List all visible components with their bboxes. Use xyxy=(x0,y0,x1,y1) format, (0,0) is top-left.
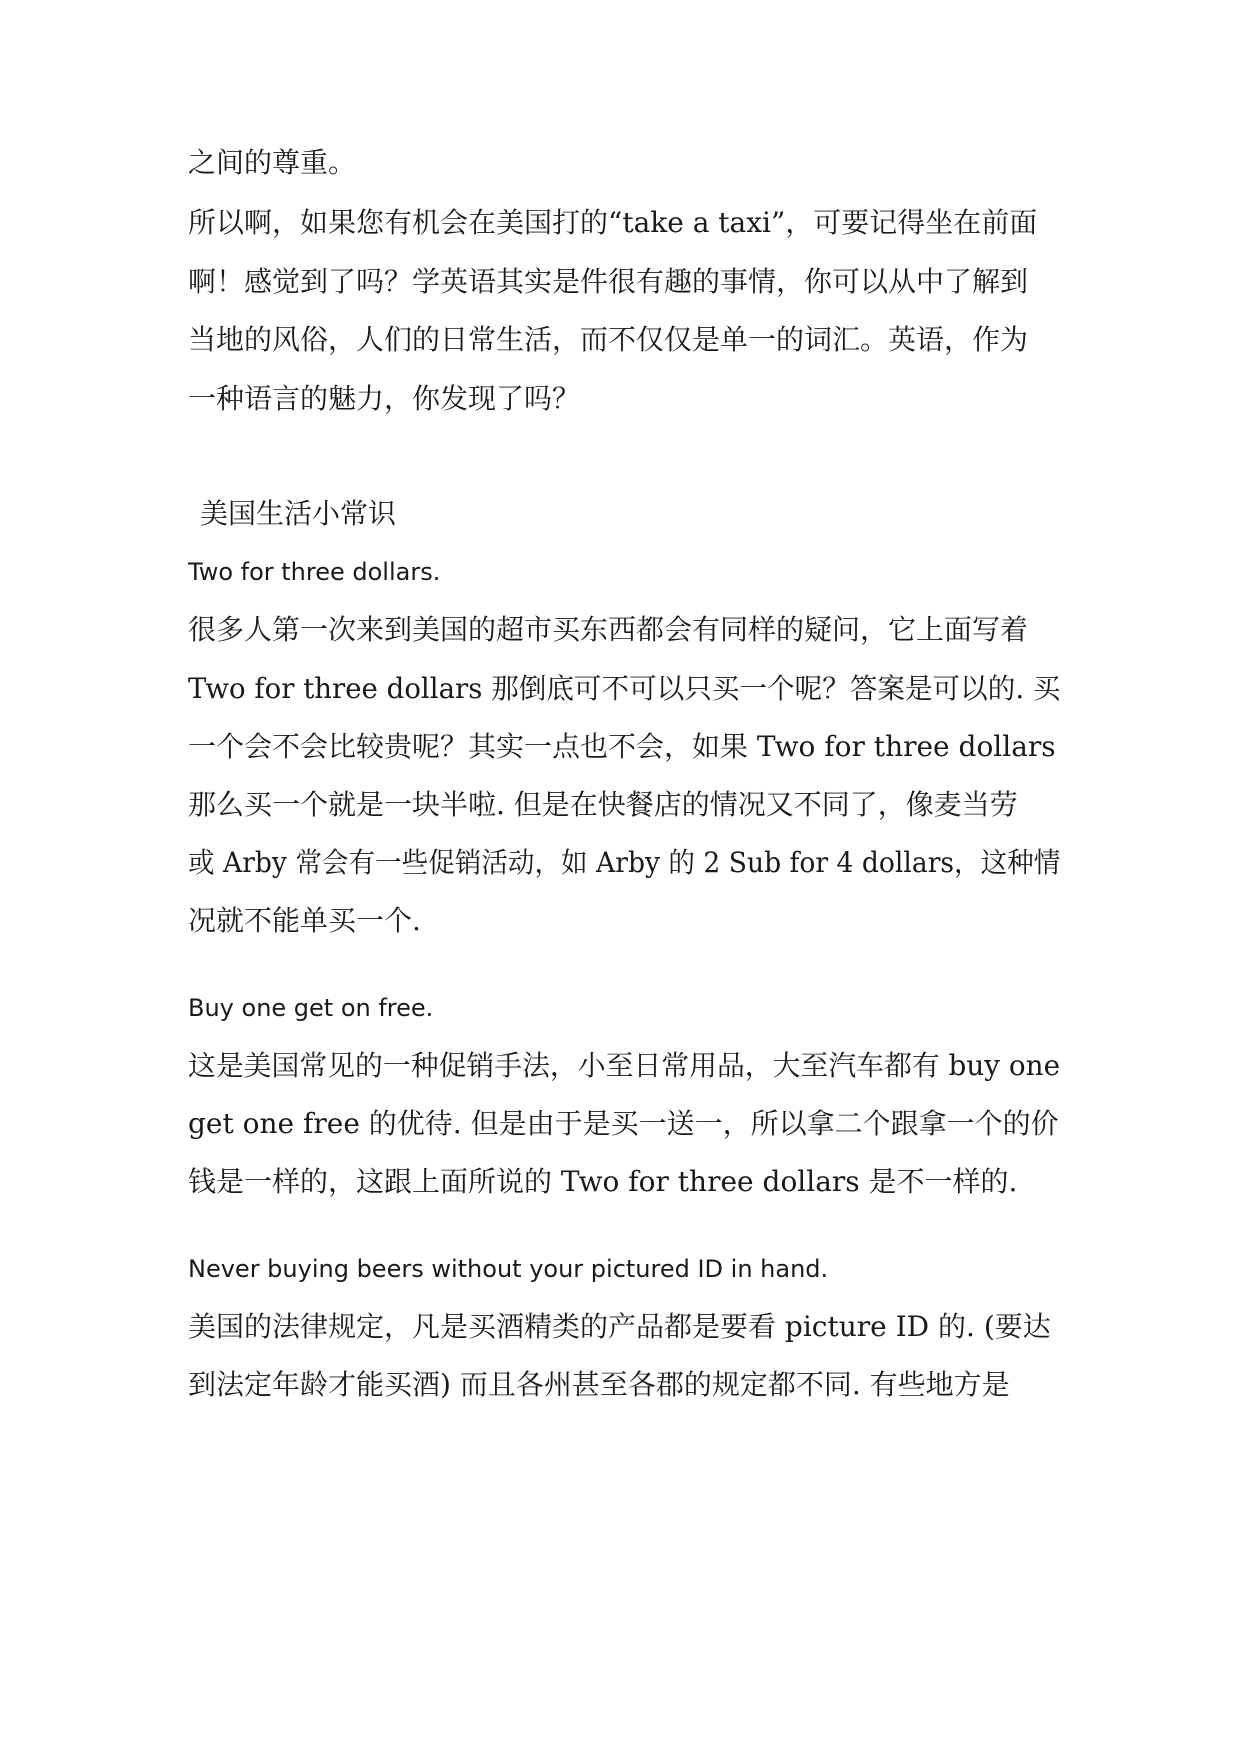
text-line: 况就不能单买一个. xyxy=(188,904,421,937)
text-line: 啊！感觉到了吗？学英语其实是件很有趣的事情，你可以从中了解到 xyxy=(188,265,1029,298)
text-line: 很多人第一次来到美国的超市买东西都会有同样的疑问，它上面写着 xyxy=(188,613,1029,646)
text-line: 或 Arby 常会有一些促销活动，如 Arby 的 2 Sub for 4 dollars，这种情 xyxy=(188,846,1061,879)
text-line: 之间的尊重。 xyxy=(188,146,357,179)
text-line: Two for three dollars 那倒底可不可以只买一个呢？答案是可以的. 买 xyxy=(188,672,1061,705)
text-line: 一种语言的魅力，你发现了吗？ xyxy=(188,382,581,415)
text-line: 一个会不会比较贵呢？其实一点也不会，如果 Two for three dollars xyxy=(188,730,1056,763)
text-line: 到法定年龄才能买酒) 而且各州甚至各郡的规定都不同. 有些地方是 xyxy=(188,1368,1010,1401)
subheading: Buy one get on free. xyxy=(188,994,434,1022)
section-heading: 美国生活小常识 xyxy=(200,497,397,530)
text-line: 钱是一样的，这跟上面所说的 Two for three dollars 是不一样的. xyxy=(188,1165,1018,1198)
subheading: Never buying beers without your pictured ID in hand. xyxy=(188,1255,829,1283)
text-line: 所以啊，如果您有机会在美国打的“take a taxi”，可要记得坐在前面 xyxy=(188,206,1038,239)
text-line: 这是美国常见的一种促销手法，小至日常用品，大至汽车都有 buy one xyxy=(188,1049,1061,1082)
subheading: Two for three dollars. xyxy=(188,558,441,586)
text-line: 那么买一个就是一块半啦. 但是在快餐店的情况又不同了，像麦当劳 xyxy=(188,788,1018,821)
text-line: 当地的风俗，人们的日常生活，而不仅仅是单一的词汇。英语，作为 xyxy=(188,323,1029,356)
text-line: 美国的法律规定，凡是买酒精类的产品都是要看 picture ID 的. (要达 xyxy=(188,1310,1051,1343)
text-line: get one free 的优待. 但是由于是买一送一，所以拿二个跟拿一个的价 xyxy=(188,1107,1059,1140)
